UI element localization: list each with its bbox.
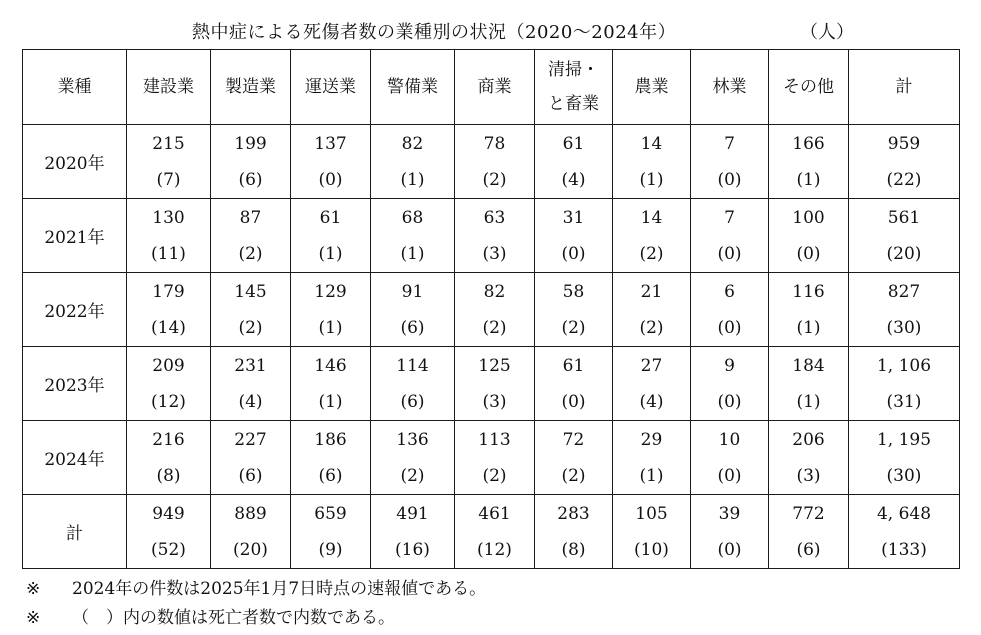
- casualty-count: 166: [792, 133, 825, 154]
- casualty-count: 105: [635, 503, 668, 524]
- table-cell: [769, 495, 849, 569]
- death-count: (9): [318, 539, 343, 560]
- table-cell: [371, 421, 455, 495]
- row-label: 2020年: [23, 125, 127, 199]
- table-row: [23, 125, 960, 199]
- death-count: (1): [796, 169, 821, 190]
- casualty-count: 82: [483, 281, 506, 302]
- footnote-mark: ※: [26, 579, 41, 599]
- casualty-count: 31: [562, 207, 585, 228]
- death-count: (2): [238, 317, 263, 338]
- death-count: (16): [395, 539, 430, 560]
- table-cell: [455, 125, 535, 199]
- death-count: (2): [561, 317, 586, 338]
- casualty-count: 14: [640, 133, 663, 154]
- death-count: (2): [482, 465, 507, 486]
- death-count: (8): [156, 465, 181, 486]
- casualty-count: 91: [401, 281, 424, 302]
- table-cell: [127, 199, 211, 273]
- casualty-count: 87: [239, 207, 262, 228]
- death-count: (1): [796, 391, 821, 412]
- table-cell: [127, 273, 211, 347]
- table-cell: [371, 273, 455, 347]
- table-cell: [691, 421, 769, 495]
- header-cell: 建設業: [127, 50, 211, 125]
- table-cell: [455, 421, 535, 495]
- footnote-mark: ※: [26, 608, 41, 628]
- death-count: (0): [561, 243, 586, 264]
- casualty-count: 61: [562, 133, 585, 154]
- death-count: (3): [482, 391, 507, 412]
- death-count: (1): [400, 169, 425, 190]
- death-count: (0): [717, 539, 742, 560]
- death-count: (1): [318, 317, 343, 338]
- death-count: (31): [886, 391, 922, 412]
- casualty-count: 114: [396, 355, 429, 376]
- death-count: (133): [881, 539, 927, 560]
- casualty-count: 186: [314, 429, 347, 450]
- table-cell: [535, 495, 613, 569]
- death-count: (6): [238, 465, 263, 486]
- header-cell: 林業: [691, 50, 769, 125]
- table-cell: [849, 199, 960, 273]
- table-cell: [127, 347, 211, 421]
- casualty-count: 215: [152, 133, 185, 154]
- casualty-count: 199: [234, 133, 267, 154]
- death-count: (20): [233, 539, 268, 560]
- table-cell: [769, 421, 849, 495]
- table-cell: [613, 421, 691, 495]
- table-row: [23, 495, 960, 569]
- table-cell: [211, 495, 291, 569]
- death-count: (1): [639, 465, 664, 486]
- casualty-count: 959: [887, 133, 921, 154]
- table-cell: [371, 199, 455, 273]
- casualty-count: 561: [887, 207, 921, 228]
- casualty-count: 145: [234, 281, 267, 302]
- death-count: (2): [482, 169, 507, 190]
- table-cell: [371, 347, 455, 421]
- table-cell: [291, 273, 371, 347]
- casualty-count: 113: [478, 429, 511, 450]
- casualty-count: 227: [234, 429, 267, 450]
- row-label: 2023年: [23, 347, 127, 421]
- death-count: (1): [318, 243, 343, 264]
- table-cell: [849, 347, 960, 421]
- header-cell: 製造業: [211, 50, 291, 125]
- death-count: (4): [238, 391, 263, 412]
- death-count: (2): [639, 243, 664, 264]
- casualty-count: 129: [314, 281, 347, 302]
- death-count: (0): [717, 391, 742, 412]
- header-cell: 計: [849, 50, 960, 125]
- table-cell: [455, 273, 535, 347]
- death-count: (7): [156, 169, 181, 190]
- page-title: 熱中症による死傷者数の業種別の状況（2020～2024年）: [192, 22, 677, 43]
- death-count: (2): [482, 317, 507, 338]
- casualty-count: 7: [724, 133, 735, 154]
- header-cell: その他: [769, 50, 849, 125]
- row-label: 計: [23, 495, 127, 569]
- casualty-count: 206: [792, 429, 825, 450]
- table-cell: [211, 125, 291, 199]
- casualty-count: 184: [792, 355, 825, 376]
- death-count: (6): [400, 317, 425, 338]
- footnote-text: 2024年の件数は2025年1月7日時点の速報値である。: [72, 579, 487, 599]
- casualty-count: 68: [401, 207, 424, 228]
- table-cell: [535, 347, 613, 421]
- table-cell: [455, 199, 535, 273]
- casualty-count: 61: [319, 207, 342, 228]
- table-row: [23, 421, 960, 495]
- death-count: (0): [717, 465, 742, 486]
- table-cell: [849, 421, 960, 495]
- casualty-count: 209: [152, 355, 185, 376]
- table-cell: [291, 495, 371, 569]
- table-cell: [371, 125, 455, 199]
- death-count: (6): [796, 539, 821, 560]
- casualty-count: 14: [640, 207, 663, 228]
- header-row: [23, 50, 960, 125]
- table-cell: [691, 199, 769, 273]
- death-count: (2): [400, 465, 425, 486]
- footnotes: [26, 575, 486, 633]
- header-cell: 運送業: [291, 50, 371, 125]
- casualty-count: 78: [483, 133, 506, 154]
- table-cell: [455, 347, 535, 421]
- casualty-count: 9: [724, 355, 735, 376]
- death-count: (2): [561, 465, 586, 486]
- casualty-count: 130: [152, 207, 185, 228]
- table-cell: [769, 199, 849, 273]
- casualty-count: 216: [152, 429, 185, 450]
- table-cell: [127, 125, 211, 199]
- casualty-count: 116: [792, 281, 825, 302]
- casualty-count: 136: [396, 429, 429, 450]
- death-count: (4): [639, 391, 664, 412]
- casualty-count: 125: [478, 355, 511, 376]
- casualty-count: 39: [718, 503, 741, 524]
- table-cell: [211, 273, 291, 347]
- death-count: (0): [717, 317, 742, 338]
- table-cell: [291, 199, 371, 273]
- table-cell: [691, 125, 769, 199]
- death-count: (3): [482, 243, 507, 264]
- table-cell: [291, 347, 371, 421]
- casualty-count: 137: [314, 133, 347, 154]
- table-cell: [769, 347, 849, 421]
- casualty-count: 29: [640, 429, 663, 450]
- footnote: [26, 604, 486, 633]
- table-cell: [291, 421, 371, 495]
- casualty-count: 100: [792, 207, 825, 228]
- table-cell: [849, 125, 960, 199]
- casualty-count: 772: [792, 503, 825, 524]
- casualty-count: 283: [557, 503, 590, 524]
- table-cell: [535, 125, 613, 199]
- table-cell: [769, 273, 849, 347]
- death-count: (0): [717, 169, 742, 190]
- death-count: (30): [886, 317, 922, 338]
- death-count: (6): [238, 169, 263, 190]
- table-cell: [211, 421, 291, 495]
- casualty-count: 491: [396, 503, 429, 524]
- death-count: (1): [796, 317, 821, 338]
- death-count: (0): [796, 243, 821, 264]
- table-cell: [211, 199, 291, 273]
- table-cell: [455, 495, 535, 569]
- death-count: (10): [634, 539, 669, 560]
- table-cell: [613, 347, 691, 421]
- death-count: (6): [400, 391, 425, 412]
- footnote-text: （ ）内の数値は死亡者数で内数である。: [72, 608, 395, 628]
- death-count: (0): [717, 243, 742, 264]
- table-cell: [691, 495, 769, 569]
- table-row: [23, 199, 960, 273]
- casualty-count: 827: [887, 281, 921, 302]
- corner-header: 業種: [23, 50, 127, 125]
- table-cell: [613, 495, 691, 569]
- casualty-count: 231: [234, 355, 267, 376]
- casualty-count: 461: [478, 503, 511, 524]
- death-count: (14): [151, 317, 186, 338]
- casualty-count: 82: [401, 133, 424, 154]
- casualty-count: 4, 648: [876, 503, 932, 524]
- death-count: (12): [477, 539, 512, 560]
- death-count: (3): [796, 465, 821, 486]
- header-cell: 清掃・ と畜業: [535, 50, 613, 125]
- header-cell: 農業: [613, 50, 691, 125]
- death-count: (30): [886, 465, 922, 486]
- death-count: (11): [151, 243, 186, 264]
- row-label: 2024年: [23, 421, 127, 495]
- header-cell: 警備業: [371, 50, 455, 125]
- header-cell: 商業: [455, 50, 535, 125]
- death-count: (2): [238, 243, 263, 264]
- death-count: (4): [561, 169, 586, 190]
- death-count: (20): [886, 243, 922, 264]
- stats-table: [22, 49, 960, 569]
- death-count: (1): [318, 391, 343, 412]
- death-count: (12): [151, 391, 186, 412]
- unit-label: （人）: [800, 22, 854, 43]
- table-cell: [371, 495, 455, 569]
- death-count: (1): [639, 169, 664, 190]
- casualty-count: 179: [152, 281, 185, 302]
- table-cell: [211, 347, 291, 421]
- table-cell: [849, 273, 960, 347]
- table-row: [23, 347, 960, 421]
- table-body: [23, 125, 960, 569]
- table-cell: [535, 199, 613, 273]
- death-count: (52): [151, 539, 186, 560]
- footnote: [26, 575, 486, 604]
- table-cell: [769, 125, 849, 199]
- death-count: (22): [886, 169, 922, 190]
- death-count: (0): [561, 391, 586, 412]
- table-cell: [691, 273, 769, 347]
- table-cell: [535, 421, 613, 495]
- death-count: (0): [318, 169, 343, 190]
- table-cell: [613, 199, 691, 273]
- death-count: (6): [318, 465, 343, 486]
- table-cell: [535, 273, 613, 347]
- death-count: (8): [561, 539, 586, 560]
- table-cell: [127, 495, 211, 569]
- casualty-count: 6: [724, 281, 735, 302]
- casualty-count: 10: [718, 429, 741, 450]
- casualty-count: 61: [562, 355, 585, 376]
- casualty-count: 949: [152, 503, 185, 524]
- row-label: 2021年: [23, 199, 127, 273]
- casualty-count: 21: [640, 281, 663, 302]
- casualty-count: 27: [640, 355, 663, 376]
- table-cell: [291, 125, 371, 199]
- casualty-count: 58: [562, 281, 585, 302]
- casualty-count: 1, 106: [876, 355, 932, 376]
- casualty-count: 7: [724, 207, 735, 228]
- casualty-count: 889: [234, 503, 267, 524]
- table-cell: [613, 273, 691, 347]
- table-row: [23, 273, 960, 347]
- death-count: (2): [639, 317, 664, 338]
- casualty-count: 146: [314, 355, 347, 376]
- row-label: 2022年: [23, 273, 127, 347]
- casualty-count: 63: [483, 207, 506, 228]
- table-cell: [691, 347, 769, 421]
- death-count: (1): [400, 243, 425, 264]
- table-cell: [127, 421, 211, 495]
- casualty-count: 1, 195: [876, 429, 932, 450]
- table-cell: [849, 495, 960, 569]
- casualty-count: 72: [562, 429, 585, 450]
- casualty-count: 659: [314, 503, 347, 524]
- table-cell: [613, 125, 691, 199]
